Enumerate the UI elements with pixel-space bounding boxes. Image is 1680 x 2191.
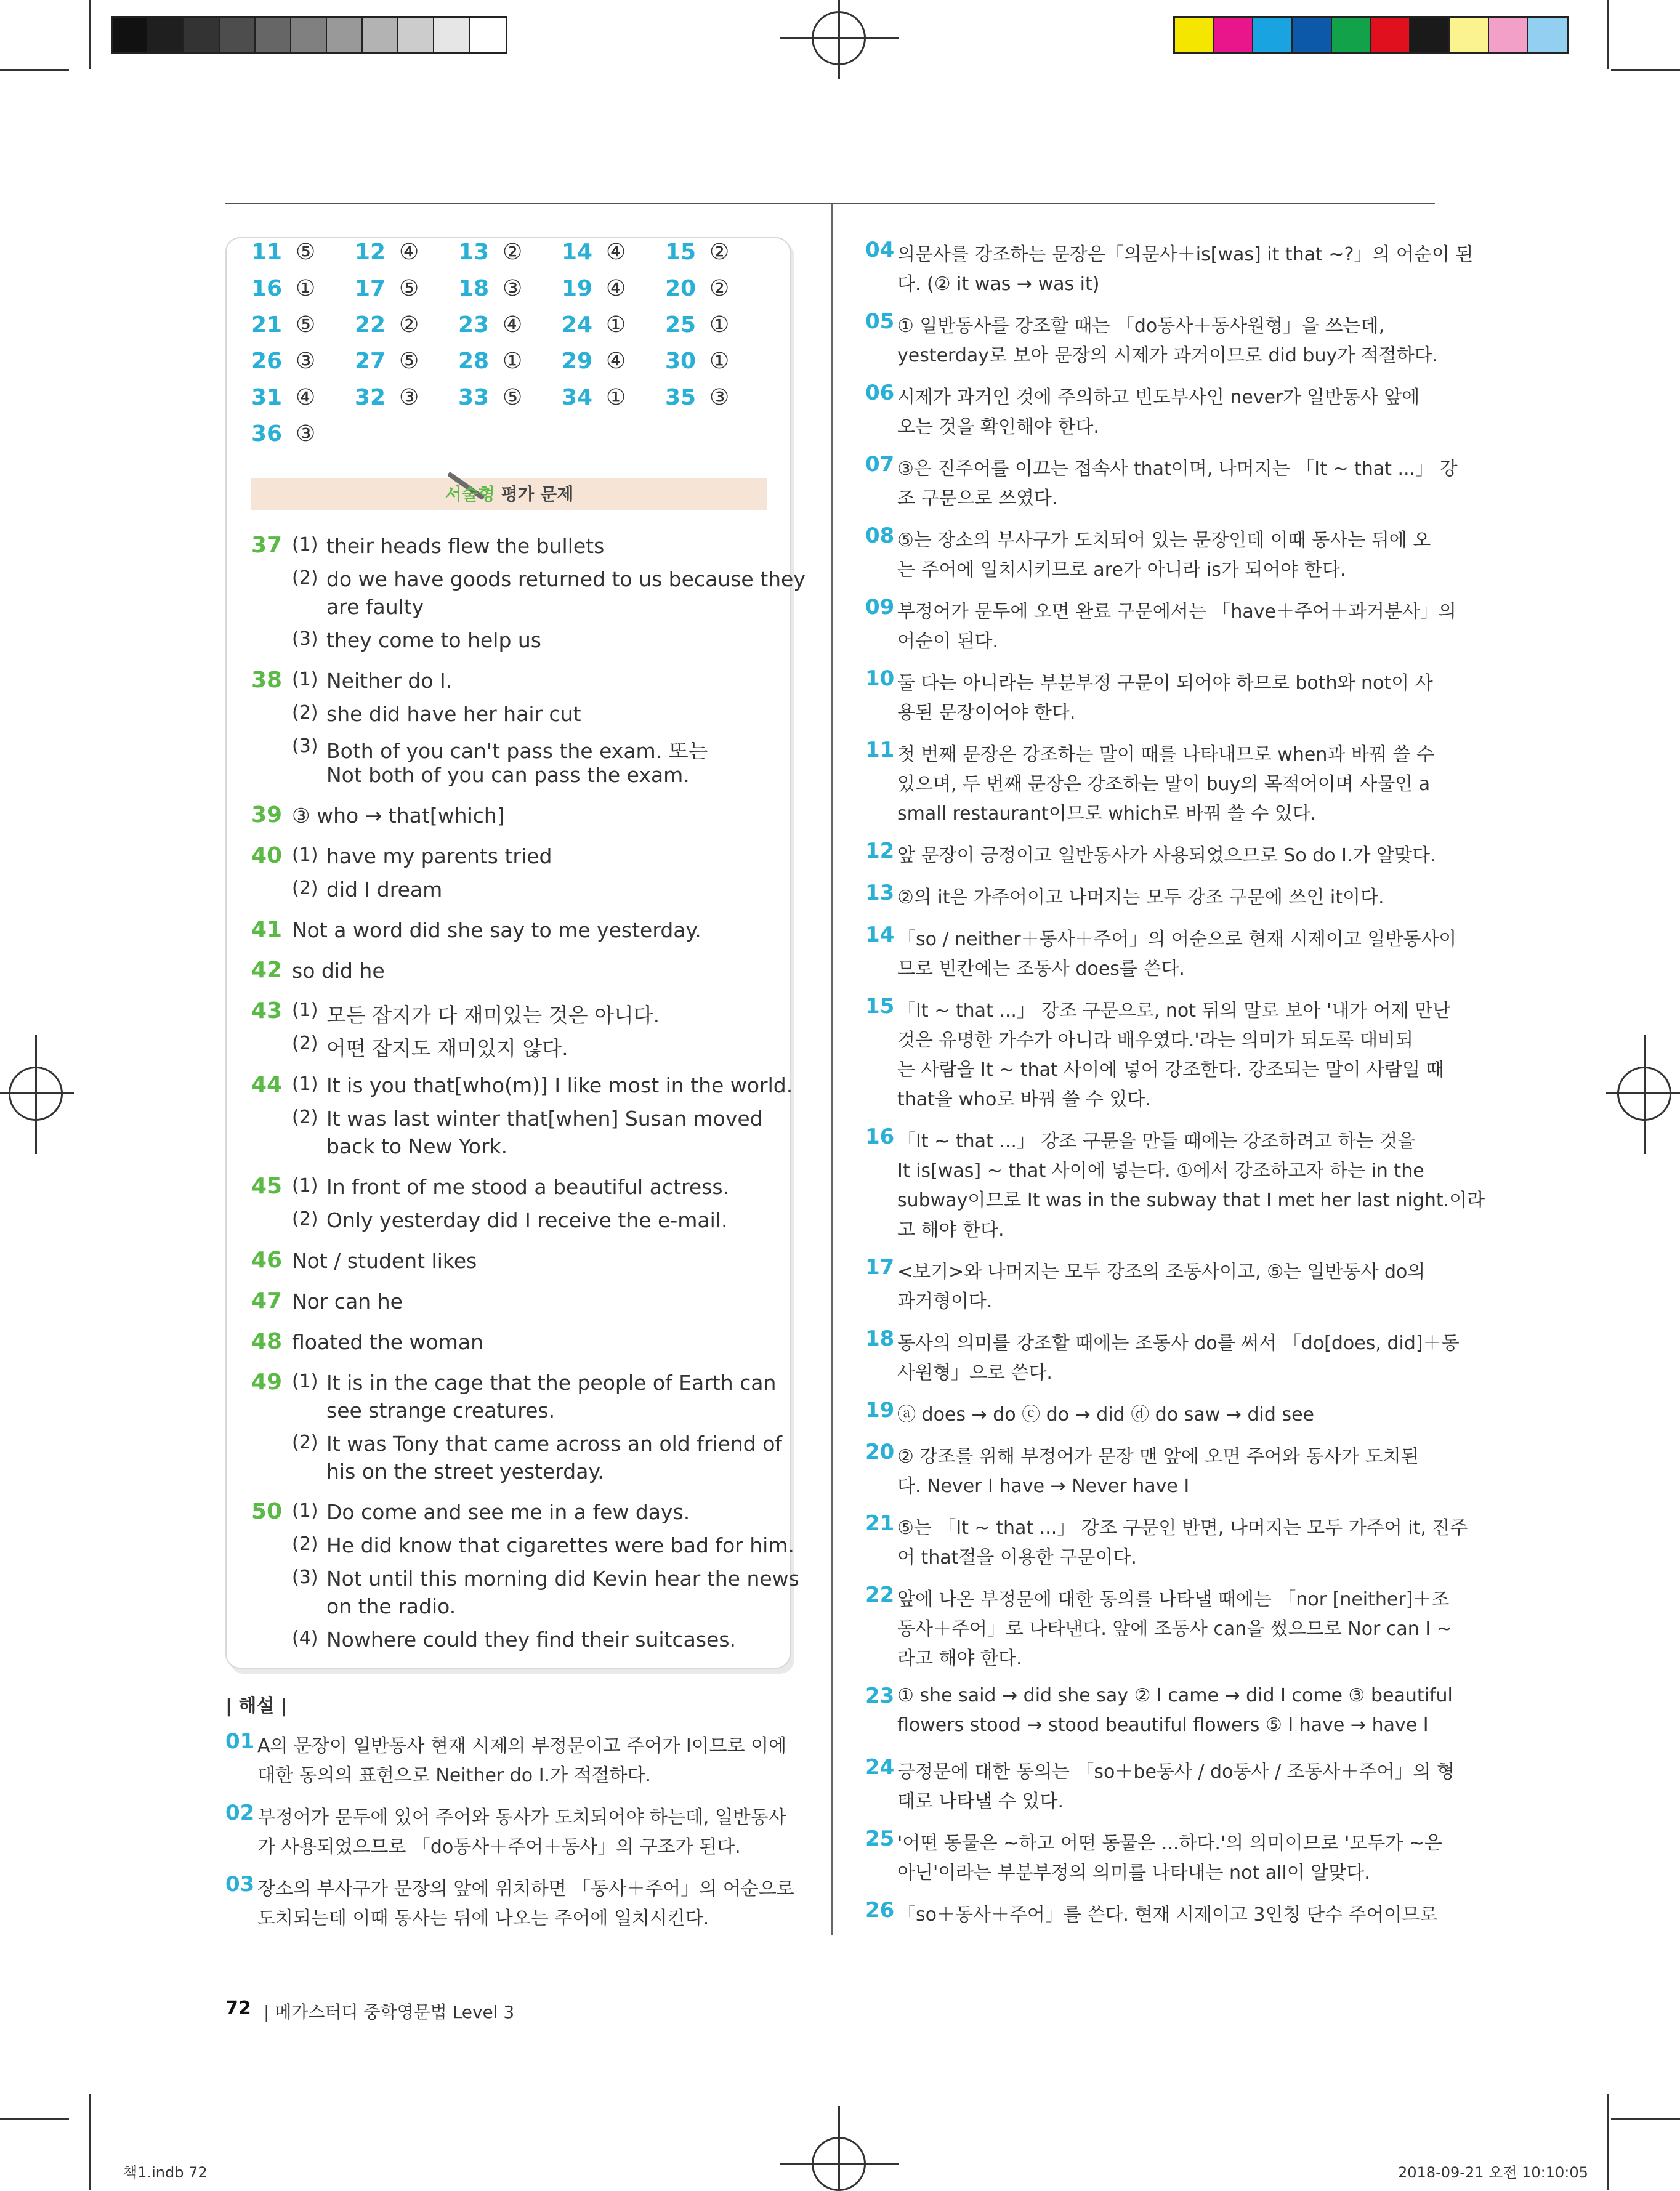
answer-text: It is in the cage that the people of Earth can: [326, 1371, 777, 1395]
registration-mark: [1606, 1092, 1680, 1094]
gray-swatch: [184, 18, 220, 52]
essay-label-green: 서술형: [445, 484, 495, 504]
answer-text: are faulty: [326, 595, 424, 619]
grid-question-number: 27: [355, 349, 386, 374]
header-rule: [225, 203, 1435, 204]
explanation-text: 도치되는데 이때 동사는 뒤에 나오는 주어에 일치시킨다.: [257, 1908, 709, 1929]
answer-subnumber: (2): [292, 1107, 318, 1128]
answer-text: see strange creatures.: [326, 1398, 555, 1422]
answer-subnumber: (4): [292, 1628, 318, 1649]
answer-text: ③ who → that[which]: [292, 804, 505, 828]
crop-mark: [0, 69, 69, 71]
grid-row: [251, 312, 769, 349]
gray-swatch: [113, 18, 148, 52]
grid-answer: ④: [606, 349, 626, 374]
explanation-text: 「so / neither＋동사＋주어」의 어순으로 현재 시제이고 일반동사이: [897, 929, 1457, 950]
answer-number: 38: [251, 668, 283, 693]
grid-answer: ⑤: [399, 276, 419, 301]
explanation-text: ⑤는 「It ~ that ...」 강조 구문인 반면, 나머지는 모두 가주어 it, 진주: [897, 1517, 1468, 1539]
grid-question-number: 18: [458, 276, 490, 301]
grid-question-number: 14: [562, 240, 593, 265]
crop-mark: [1611, 69, 1680, 71]
gray-swatch: [291, 18, 327, 52]
explanation-text: 앞에 나온 부정문에 대한 동의를 나타낼 때에는 「nor [neither]＋조: [897, 1589, 1450, 1610]
answer-text: his on the street yesterday.: [326, 1459, 604, 1483]
answer-number: 49: [251, 1370, 283, 1395]
grid-answer: ③: [296, 421, 316, 446]
explanation-number: 16: [865, 1124, 895, 1149]
answer-number: 46: [251, 1248, 283, 1273]
explanation-text: 둘 다는 아니라는 부분부정 구문이 되어야 하므로 both와 not이 사: [897, 672, 1433, 694]
essay-section-title: [251, 481, 767, 506]
gray-swatch: [327, 18, 363, 52]
answer-text: Only yesterday did I receive the e-mail.: [326, 1208, 728, 1232]
explanation-number: 21: [865, 1511, 895, 1536]
explanation-text: 동사＋주어」로 나타낸다. 앞에 조동사 can을 썼으므로 Nor can I ~: [897, 1618, 1452, 1640]
explanation-text: 「It ~ that ...」 강조 구문을 만들 때에는 강조하려고 하는 것을: [897, 1131, 1416, 1152]
grid-answer: ②: [709, 276, 730, 301]
grid-row: [251, 276, 769, 313]
answer-subnumber: (1): [292, 669, 318, 690]
explanation-number: 18: [865, 1326, 895, 1351]
explanation-text: 것은 유명한 가수가 아니라 배우였다.'라는 의미가 되도록 대비되: [897, 1030, 1414, 1051]
grid-answer: ②: [503, 240, 523, 265]
answer-text: It is you that[who(m)] I like most in the world.: [326, 1073, 793, 1097]
registration-mark: [35, 1035, 37, 1154]
answer-subnumber: (1): [292, 1175, 318, 1196]
explanation-text: 다. (② it was → was it): [897, 273, 1100, 295]
grid-answer: ③: [503, 276, 523, 301]
explanation-text: 고 해야 한다.: [897, 1219, 1004, 1241]
explanation-text: that을 who로 바꿔 쓸 수 있다.: [897, 1089, 1151, 1110]
answer-text: Not both of you can pass the exam.: [326, 763, 690, 787]
explanation-number: 08: [865, 523, 895, 548]
explanation-text: 부정어가 문두에 있어 주어와 동사가 도치되어야 하는데, 일반동사: [257, 1807, 786, 1828]
color-swatch: [1332, 18, 1371, 52]
answer-subnumber: (2): [292, 1432, 318, 1453]
answer-text: she did have her hair cut: [326, 702, 581, 726]
grid-question-number: 19: [562, 276, 593, 301]
explanation-text: 부정어가 문두에 오면 완료 구문에서는 「have＋주어＋과거분사」의: [897, 601, 1456, 623]
explanation-heading: | 해설 |: [225, 1695, 288, 1717]
answer-number: 40: [251, 843, 283, 868]
answer-text: they come to help us: [326, 628, 541, 652]
answer-text: floated the woman: [292, 1330, 483, 1354]
gray-swatch: [470, 18, 506, 52]
explanation-text: flowers stood → stood beautiful flowers ⑤ I have → have I: [897, 1714, 1429, 1736]
explanation-text: 장소의 부사구가 문장의 앞에 위치하면 「동사＋주어」의 어순으로: [257, 1878, 794, 1900]
answer-subnumber: (1): [292, 1073, 318, 1095]
explanation-text: 아닌'이라는 부분부정의 의미를 나타내는 not all이 알맞다.: [897, 1862, 1370, 1884]
answer-text: In front of me stood a beautiful actress.: [326, 1175, 730, 1199]
explanation-text: 시제가 과거인 것에 주의하고 빈도부사인 never가 일반동사 앞에: [897, 387, 1420, 408]
gray-swatch: [363, 18, 398, 52]
explanation-text: small restaurant이므로 which로 바꿔 쓸 수 있다.: [897, 803, 1317, 825]
explanation-text: ② 강조를 위해 부정어가 문장 맨 앞에 오면 주어와 동사가 도치된: [897, 1446, 1419, 1467]
grid-question-number: 33: [458, 385, 490, 410]
explanation-text: yesterday로 보아 문장의 시제가 과거이므로 did buy가 적절하다.: [897, 345, 1439, 366]
grid-question-number: 32: [355, 385, 386, 410]
explanation-number: 03: [225, 1872, 255, 1897]
grid-question-number: 13: [458, 240, 490, 265]
explanation-number: 10: [865, 666, 895, 691]
grayscale-calibration-bar: [111, 16, 507, 54]
crop-mark: [1611, 2118, 1680, 2120]
answer-text: 모든 잡지가 다 재미있는 것은 아니다.: [326, 1003, 660, 1027]
explanation-text: 의문사를 강조하는 문장은「의문사＋is[was] it that ~?」의 어순이 된: [897, 244, 1474, 265]
grid-question-number: 17: [355, 276, 386, 301]
explanation-text: 다. Never I have → Never have I: [897, 1475, 1190, 1497]
answer-number: 47: [251, 1288, 283, 1313]
explanation-text: ②의 it은 가주어이고 나머지는 모두 강조 구문에 쓰인 it이다.: [897, 887, 1384, 908]
answer-subnumber: (1): [292, 1500, 318, 1522]
grid-question-number: 26: [251, 349, 283, 374]
answer-text: Nor can he: [292, 1289, 403, 1313]
registration-mark: [838, 0, 840, 79]
answer-text: Do come and see me in a few days.: [326, 1500, 690, 1524]
explanation-number: 26: [865, 1898, 895, 1923]
answer-subnumber: (2): [292, 878, 318, 899]
explanation-number: 11: [865, 738, 895, 762]
grid-answer: ③: [399, 385, 419, 410]
answer-number: 37: [251, 533, 283, 558]
answer-subnumber: (2): [292, 1033, 318, 1054]
crop-mark: [89, 2094, 91, 2190]
explanation-number: 04: [865, 238, 895, 262]
explanation-number: 01: [225, 1729, 255, 1754]
explanation-text: 용된 문장이어야 한다.: [897, 702, 1076, 724]
grid-question-number: 36: [251, 421, 283, 446]
answer-text: It was last winter that[when] Susan moved: [326, 1107, 763, 1131]
registration-mark: [838, 2106, 840, 2190]
answer-text: Not a word did she say to me yesterday.: [292, 918, 701, 942]
answer-number: 48: [251, 1329, 283, 1354]
registration-mark: [1644, 1035, 1646, 1154]
grid-answer: ①: [503, 349, 523, 374]
explanation-text: 는 주어에 일치시키므로 are가 아니라 is가 되어야 한다.: [897, 559, 1346, 581]
color-swatch: [1175, 18, 1214, 52]
grid-answer: ②: [399, 312, 419, 337]
grid-answer: ⑤: [399, 349, 419, 374]
color-swatch: [1371, 18, 1411, 52]
explanation-number: 13: [865, 881, 895, 905]
color-swatch: [1528, 18, 1567, 52]
color-swatch: [1489, 18, 1529, 52]
grid-question-number: 22: [355, 312, 386, 337]
gray-swatch: [220, 18, 256, 52]
answer-text: so did he: [292, 959, 385, 983]
grid-answer: ③: [296, 349, 316, 374]
answer-subnumber: (1): [292, 534, 318, 555]
grid-question-number: 12: [355, 240, 386, 265]
page-number: 72: [225, 1998, 251, 2019]
crop-mark: [1607, 0, 1609, 69]
explanation-number: 09: [865, 595, 895, 619]
explanation-text: 므로 빈칸에는 조동사 does를 쓴다.: [897, 958, 1185, 980]
answer-text: Not until this morning did Kevin hear the news: [326, 1567, 799, 1591]
color-swatch: [1410, 18, 1450, 52]
answer-text: on the radio.: [326, 1594, 456, 1618]
grid-question-number: 16: [251, 276, 283, 301]
explanation-number: 15: [865, 994, 895, 1019]
explanation-text: 동사의 의미를 강조할 때에는 조동사 do를 써서 「do[does, did]＋동: [897, 1333, 1460, 1354]
explanation-text: ① 일반동사를 강조할 때는 「do동사＋동사원형」을 쓰는데,: [897, 315, 1385, 337]
grid-question-number: 28: [458, 349, 490, 374]
explanation-number: 23: [865, 1684, 895, 1708]
answer-text: their heads flew the bullets: [326, 534, 605, 558]
answer-subnumber: (2): [292, 567, 318, 589]
explanation-text: ① she said → did she say ② I came → did I come ③ beautiful: [897, 1685, 1453, 1706]
explanation-number: 24: [865, 1755, 895, 1780]
column-divider: [831, 204, 833, 1935]
explanation-number: 06: [865, 381, 895, 405]
grid-question-number: 23: [458, 312, 490, 337]
answer-number: 41: [251, 917, 283, 942]
answer-text: He did know that cigarettes were bad for him.: [326, 1533, 794, 1557]
essay-section-banner: [251, 478, 767, 510]
answer-text: have my parents tried: [326, 844, 552, 868]
grid-answer: ③: [709, 385, 730, 410]
explanation-text: ③은 진주어를 이끄는 접속사 that이며, 나머지는 「It ~ that ...」 강: [897, 458, 1458, 480]
explanation-number: 12: [865, 839, 895, 863]
grid-question-number: 29: [562, 349, 593, 374]
grid-question-number: 31: [251, 385, 283, 410]
grid-answer: ①: [296, 276, 316, 301]
grid-answer: ④: [606, 276, 626, 301]
crop-mark: [89, 0, 91, 69]
grid-answer: ①: [606, 385, 626, 410]
explanation-text: 있으며, 두 번째 문장은 강조하는 말이 buy의 목적어이며 사물인 a: [897, 773, 1431, 795]
answer-number: 44: [251, 1072, 283, 1097]
explanation-text: 대한 동의의 표현으로 Neither do I.가 적절하다.: [257, 1765, 652, 1786]
explanation-text: 조 구문으로 쓰였다.: [897, 488, 1058, 509]
explanation-text: 라고 해야 한다.: [897, 1648, 1022, 1669]
explanation-text: 과거형이다.: [897, 1291, 993, 1312]
answer-subnumber: (3): [292, 1567, 318, 1588]
crop-mark: [1607, 2094, 1609, 2190]
answer-text: Nowhere could they find their suitcases.: [326, 1628, 737, 1652]
gray-swatch: [148, 18, 184, 52]
color-swatch: [1293, 18, 1332, 52]
explanation-text: <보기>와 나머지는 모두 강조의 조동사이고, ⑤는 일반동사 do의: [897, 1261, 1426, 1283]
explanation-text: '어떤 동물은 ~하고 어떤 동물은 ...하다.'의 의미이므로 '모두가 ~은: [897, 1833, 1442, 1854]
grid-question-number: 30: [665, 349, 697, 374]
answer-number: 39: [251, 802, 283, 828]
explanation-text: 가 사용되었으므로 「do동사＋주어＋동사」의 구조가 된다.: [257, 1836, 741, 1858]
grid-row: [251, 349, 769, 385]
grid-question-number: 25: [665, 312, 697, 337]
registration-mark: [0, 1092, 74, 1094]
answer-text: do we have goods returned to us because they: [326, 567, 806, 591]
explanation-number: 17: [865, 1255, 895, 1280]
answer-subnumber: (2): [292, 1533, 318, 1555]
explanation-text: 앞 문장이 긍정이고 일반동사가 사용되었으므로 So do I.가 알맞다.: [897, 845, 1436, 866]
answer-number: 42: [251, 958, 283, 983]
gray-swatch: [398, 18, 434, 52]
print-slug-datetime: 2018-09-21 오전 10:10:05: [1398, 2164, 1588, 2181]
explanation-number: 02: [225, 1801, 255, 1825]
answer-number: 43: [251, 998, 283, 1023]
answer-subnumber: (1): [292, 999, 318, 1021]
explanation-text: 어순이 된다.: [897, 631, 998, 652]
explanation-text: subway이므로 It was in the subway that I met her last night.이라: [897, 1190, 1485, 1211]
answer-key-box: [225, 237, 806, 1669]
grid-question-number: 15: [665, 240, 697, 265]
color-calibration-bar: [1173, 16, 1569, 54]
book-title: | 메가스터디 중학영문법 Level 3: [264, 2002, 515, 2022]
answer-text: Both of you can't pass the exam. 또는: [326, 739, 708, 763]
grid-row: [251, 421, 769, 458]
gray-swatch: [256, 18, 291, 52]
grid-answer: ⑤: [503, 385, 523, 410]
answer-text: did I dream: [326, 878, 443, 902]
color-swatch: [1214, 18, 1254, 52]
answer-text: 어떤 잡지도 재미있지 않다.: [326, 1036, 568, 1060]
explanation-text: A의 문장이 일반동사 현재 시제의 부정문이고 주어가 I이므로 이에: [257, 1735, 787, 1757]
grid-answer: ④: [606, 240, 626, 265]
grid-answer: ①: [709, 312, 730, 337]
explanation-text: 오는 것을 확인해야 한다.: [897, 416, 1099, 438]
explanation-text: 사원형」으로 쓴다.: [897, 1362, 1052, 1384]
answer-subnumber: (3): [292, 735, 318, 757]
explanation-text: ⓐ does → do ⓒ do → did ⓓ do saw → did see: [897, 1404, 1314, 1426]
color-swatch: [1253, 18, 1293, 52]
crop-mark: [0, 2118, 69, 2120]
answer-subnumber: (1): [292, 1371, 318, 1392]
answer-subnumber: (3): [292, 628, 318, 650]
grid-row: [251, 240, 769, 276]
explanation-number: 19: [865, 1398, 895, 1422]
explanation-text: ⑤는 장소의 부사구가 도치되어 있는 문장인데 이때 동사는 뒤에 오: [897, 530, 1431, 551]
answer-text: Not / student likes: [292, 1249, 477, 1273]
grid-answer: ②: [709, 240, 730, 265]
answer-subnumber: (1): [292, 844, 318, 866]
explanation-text: 첫 번째 문장은 강조하는 말이 때를 나타내므로 when과 바꿔 쓸 수: [897, 744, 1434, 765]
explanation-number: 07: [865, 452, 895, 477]
grid-row: [251, 385, 769, 422]
grid-answer: ⑤: [296, 312, 316, 337]
explanation-text: 「It ~ that ...」 강조 구문으로, not 뒤의 말로 보아 '내가 어제 만난: [897, 1000, 1451, 1022]
explanation-number: 14: [865, 922, 895, 947]
gray-swatch: [434, 18, 470, 52]
explanation-text: 어 that절을 이용한 구문이다.: [897, 1547, 1137, 1568]
explanation-number: 05: [865, 309, 895, 334]
explanation-number: 25: [865, 1826, 895, 1851]
grid-question-number: 34: [562, 385, 593, 410]
grid-question-number: 21: [251, 312, 283, 337]
grid-answer: ①: [606, 312, 626, 337]
answer-text: It was Tony that came across an old friend of: [326, 1432, 783, 1456]
essay-label-rest: 평가 문제: [495, 484, 574, 504]
grid-answer: ⑤: [296, 240, 316, 265]
answer-number: 45: [251, 1174, 283, 1199]
explanation-text: 긍정문에 대한 동의는 「so＋be동사 / do동사 / 조동사＋주어」의 형: [897, 1761, 1455, 1783]
answer-subnumber: (2): [292, 702, 318, 724]
grid-answer: ④: [503, 312, 523, 337]
color-swatch: [1450, 18, 1489, 52]
print-slug-file: 책1.indb 72: [123, 2164, 208, 2181]
grid-question-number: 20: [665, 276, 697, 301]
explanation-number: 22: [865, 1583, 895, 1607]
explanation-number: 20: [865, 1440, 895, 1464]
grid-answer: ①: [709, 349, 730, 374]
explanation-text: It is[was] ~ that 사이에 넣는다. ①에서 강조하고자 하는 in the: [897, 1160, 1424, 1182]
grid-answer: ④: [399, 240, 419, 265]
grid-question-number: 24: [562, 312, 593, 337]
grid-answer: ④: [296, 385, 316, 410]
answer-text: Neither do I.: [326, 669, 453, 693]
answer-subnumber: (2): [292, 1208, 318, 1230]
answer-number: 50: [251, 1499, 283, 1524]
explanation-text: 는 사람을 It ~ that 사이에 넣어 강조한다. 강조되는 말이 사람일 때: [897, 1059, 1444, 1081]
grid-question-number: 11: [251, 240, 283, 265]
explanation-text: 태로 나타낼 수 있다.: [897, 1791, 1064, 1812]
grid-question-number: 35: [665, 385, 697, 410]
answer-text: back to New York.: [326, 1134, 508, 1158]
explanation-text: 「so＋동사＋주어」를 쓴다. 현재 시제이고 3인칭 단수 주어이므로: [897, 1904, 1438, 1926]
